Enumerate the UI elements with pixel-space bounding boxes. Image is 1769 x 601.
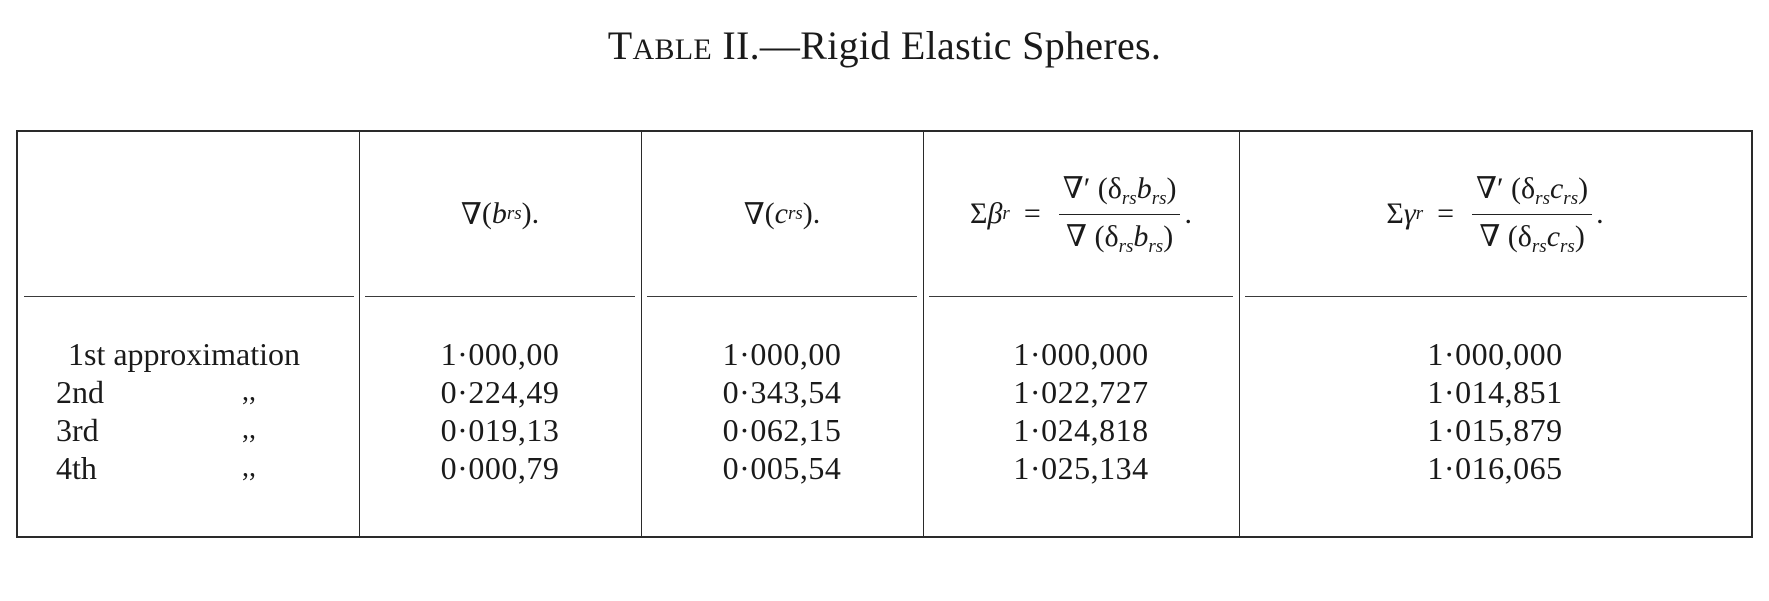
fraction-gamma — [1472, 171, 1592, 258]
var-beta: β — [987, 197, 1003, 230]
sigma-symbol: Σ — [970, 197, 988, 230]
header-rule-2 — [647, 296, 917, 297]
header-sigma-beta — [923, 132, 1239, 296]
column-b-rs — [359, 335, 641, 487]
fraction-beta — [1059, 171, 1181, 258]
header-rule-4 — [1245, 296, 1747, 297]
table-cell: 1·016,065 — [1427, 450, 1563, 486]
row-label-3: 3rd ,, — [56, 412, 256, 448]
table-cell: 1·000,000 — [1427, 336, 1563, 372]
header-b-rs — [359, 132, 641, 296]
table-cell: 1·000,00 — [722, 336, 842, 372]
table-cell: 1·024,818 — [1013, 412, 1149, 448]
equals-sign: = — [1437, 197, 1455, 230]
header-rule-0 — [24, 296, 354, 297]
header-rule-3 — [929, 296, 1233, 297]
subscript-r: r — [1002, 203, 1010, 224]
table-cell: 0·062,15 — [722, 412, 842, 448]
column-c-rs — [641, 335, 923, 487]
row-labels — [56, 335, 356, 487]
sigma-symbol: Σ — [1386, 197, 1404, 230]
subscript-rs: rs — [506, 203, 522, 224]
open-paren: ( — [481, 197, 492, 230]
table-cell: 0·000,79 — [440, 450, 560, 486]
table-cell: 1·000,00 — [440, 336, 560, 372]
table-title — [0, 22, 1769, 69]
title-smallcaps: ABLE — [632, 33, 713, 66]
table-cell: 0·343,54 — [722, 374, 842, 410]
column-sigma-gamma — [1239, 335, 1751, 487]
period: . — [1596, 197, 1604, 230]
table-cell: 0·224,49 — [440, 374, 560, 410]
header-rule-1 — [365, 296, 635, 297]
table-cell: 1·000,000 — [1013, 336, 1149, 372]
table-cell: 1·022,727 — [1013, 374, 1149, 410]
data-table — [16, 130, 1753, 538]
table-cell: 1·014,851 — [1427, 374, 1563, 410]
period: . — [1184, 197, 1192, 230]
close-paren: ). — [521, 197, 540, 230]
title-rest: II.—Rigid Elastic Spheres. — [712, 23, 1162, 68]
fraction-denominator: ∇ $(\delta_{rs}c_{rs})$ — [1479, 219, 1585, 257]
fraction-denominator: ∇ $(\delta_{rs}b_{rs})$ — [1066, 219, 1174, 257]
nabla-symbol: ∇ — [460, 197, 482, 231]
var-c: c — [774, 197, 788, 230]
table-cell: 1·015,879 — [1427, 412, 1563, 448]
equals-sign: = — [1023, 197, 1041, 230]
open-paren: ( — [764, 197, 775, 230]
header-sigma-gamma — [1239, 132, 1751, 296]
var-gamma: γ — [1403, 197, 1416, 230]
fraction-numerator: ∇′ $(\delta_{rs}c_{rs})$ — [1472, 171, 1592, 215]
column-sigma-beta — [923, 335, 1239, 487]
subscript-r: r — [1415, 203, 1424, 224]
table-cell: 1·025,134 — [1013, 450, 1149, 486]
title-initial: T — [607, 23, 633, 68]
close-paren: ). — [802, 197, 821, 230]
subscript-rs: rs — [787, 203, 803, 224]
table-cell: 0·019,13 — [440, 412, 560, 448]
row-label-4: 4th ,, — [56, 450, 256, 486]
fraction-numerator: ∇′ $(\delta_{rs}b_{rs})$ — [1059, 171, 1181, 215]
row-label-1: 1st approximation — [68, 336, 300, 372]
table-cell: 0·005,54 — [722, 450, 842, 486]
row-label-2: 2nd ,, — [56, 374, 256, 410]
header-c-rs — [641, 132, 923, 296]
var-b: b — [491, 197, 507, 230]
nabla-symbol: ∇ — [743, 197, 765, 231]
